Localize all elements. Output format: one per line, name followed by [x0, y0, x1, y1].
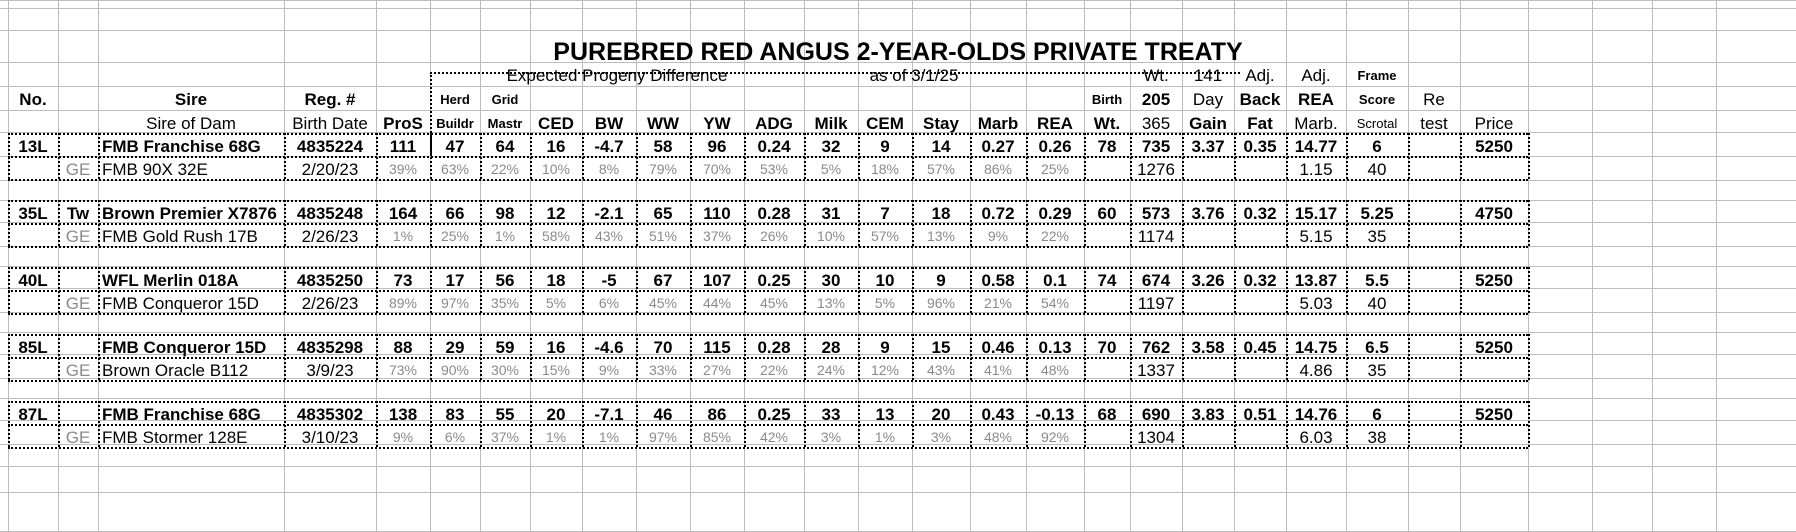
grid-col-line: [58, 0, 59, 531]
col-header-stay: Stay: [923, 114, 959, 133]
col-header-adj-rea: Adj.: [1301, 66, 1331, 85]
percentile-grid: 37%: [490, 429, 520, 445]
col-header-rea: REA: [1037, 114, 1073, 133]
col-header-birth: Birth: [1091, 92, 1123, 107]
grid-col-line: [1460, 0, 1461, 531]
weight-365: 1304: [1137, 428, 1175, 447]
percentile-marb: 41%: [983, 362, 1013, 378]
percentile-marb: 48%: [983, 429, 1013, 445]
percentile-milk: 10%: [816, 228, 846, 244]
percentile-stay: 96%: [926, 295, 956, 311]
sire-name: FMB Franchise 68G: [102, 405, 261, 424]
sire-name: Brown Premier X7876: [102, 204, 277, 223]
sire-name: WFL Merlin 018A: [102, 271, 239, 290]
animal-no: 85L: [18, 338, 48, 357]
epd-cem: 10: [875, 271, 895, 290]
epd-rea: 0.29: [1038, 204, 1072, 223]
epd-rea: 0.26: [1038, 137, 1072, 156]
epd-adg: 0.25: [757, 405, 791, 424]
birth-weight: 70: [1097, 338, 1117, 357]
percentile-pros: 9%: [392, 429, 414, 445]
reg-number: 4835224: [296, 137, 364, 156]
epd-milk: 31: [821, 204, 841, 223]
grid-col-line: [98, 0, 99, 531]
epd-ced: 20: [546, 405, 566, 424]
col-header-wt: Wt.: [1143, 66, 1169, 85]
col-header-pros: ProS: [383, 114, 423, 133]
percentile-rea: 54%: [1040, 295, 1070, 311]
percentile-milk: 24%: [816, 362, 846, 378]
epd-milk: 28: [821, 338, 841, 357]
percentile-pros: 1%: [392, 228, 414, 244]
epd-rea: -0.13: [1035, 405, 1075, 424]
epd-ww: 58: [653, 137, 673, 156]
epd-pros: 164: [388, 204, 418, 223]
percentile-ww: 51%: [648, 228, 678, 244]
grid-col-line: [1652, 0, 1653, 531]
dotted-col-border: [1528, 200, 1530, 246]
col-header-ced: CED: [538, 114, 574, 133]
sire-of-dam: FMB Gold Rush 17B: [102, 227, 258, 246]
col-header-reg: Reg. #: [304, 90, 356, 109]
col-header-yw: YW: [703, 114, 731, 133]
percentile-adg: 22%: [759, 362, 789, 378]
col-header-buildr: Buildr: [436, 116, 474, 131]
percentile-pros: 39%: [388, 161, 418, 177]
col-header-bw: BW: [594, 114, 624, 133]
price: 5250: [1475, 271, 1513, 290]
scrotal: 35: [1367, 361, 1387, 380]
epd-ww: 67: [653, 271, 673, 290]
scrotal: 35: [1367, 227, 1387, 246]
epd-cem: 9: [880, 338, 890, 357]
birth-date: 3/9/23: [306, 361, 354, 380]
ge-flag: GE: [65, 294, 91, 313]
percentile-cem: 18%: [870, 161, 900, 177]
asof-date-label: as of 3/1/25: [869, 66, 959, 85]
col-header-cem: CEM: [866, 114, 904, 133]
marbling: 1.15: [1299, 160, 1333, 179]
birth-weight: 60: [1097, 204, 1117, 223]
frame-score: 5.25: [1360, 204, 1394, 223]
grid-row-line: [0, 8, 1796, 9]
epd-pros: 111: [389, 137, 417, 156]
grid-col-line: [284, 0, 285, 531]
col-header-grid: Grid: [491, 92, 519, 107]
birth-date: 2/20/23: [301, 160, 359, 179]
col-header-gain: Gain: [1189, 114, 1227, 133]
price: 4750: [1475, 204, 1513, 223]
grid-col-line: [1716, 0, 1717, 531]
epd-milk: 33: [821, 405, 841, 424]
animal-no: 35L: [18, 204, 48, 223]
epd-ced: 18: [546, 271, 566, 290]
grid-row-line: [0, 332, 1796, 333]
percentile-grid: 22%: [490, 161, 520, 177]
epd-ww: 70: [653, 338, 673, 357]
weight-205: 762: [1141, 338, 1171, 357]
grid-col-line: [8, 0, 9, 531]
price: 5250: [1475, 405, 1513, 424]
reg-number: 4835302: [296, 405, 364, 424]
epd-herd: 29: [445, 338, 465, 357]
col-header-mastr: Mastr: [487, 116, 523, 131]
scrotal: 40: [1367, 160, 1387, 179]
percentile-yw: 27%: [702, 362, 732, 378]
animal-no: 13L: [18, 137, 48, 156]
animal-no: 40L: [18, 271, 48, 290]
day-gain: 3.26: [1191, 271, 1225, 290]
epd-yw: 115: [703, 338, 731, 357]
col-header-sire: Sire: [174, 90, 208, 109]
col-header-score: Score: [1358, 92, 1396, 107]
back-fat: 0.32: [1243, 204, 1277, 223]
marbling: 5.03: [1299, 294, 1333, 313]
epd-rea: 0.13: [1038, 338, 1072, 357]
marbling: 5.15: [1299, 227, 1333, 246]
epd-marb: 0.46: [981, 338, 1015, 357]
percentile-herd: 25%: [440, 228, 470, 244]
adj-rea: 14.75: [1294, 338, 1338, 357]
percentile-grid: 30%: [490, 362, 520, 378]
sire-of-dam: Brown Oracle B112: [102, 361, 249, 380]
grid-col-line: [1408, 0, 1409, 531]
weight-205: 573: [1141, 204, 1171, 223]
percentile-stay: 3%: [930, 429, 952, 445]
epd-adg: 0.28: [757, 204, 791, 223]
day-gain: 3.58: [1191, 338, 1225, 357]
back-fat: 0.45: [1243, 338, 1277, 357]
ge-flag: GE: [65, 160, 91, 179]
epd-stay: 18: [931, 204, 951, 223]
epd-cem: 7: [880, 204, 890, 223]
reg-number: 4835250: [296, 271, 364, 290]
weight-205: 674: [1141, 271, 1171, 290]
epd-grid: 59: [495, 338, 515, 357]
percentile-ww: 33%: [648, 362, 678, 378]
frame-score: 6.5: [1365, 338, 1389, 357]
percentile-rea: 22%: [1040, 228, 1070, 244]
adj-rea: 13.87: [1294, 271, 1338, 290]
percentile-bw: 6%: [598, 295, 620, 311]
adj-rea: 14.77: [1294, 137, 1338, 156]
epd-stay: 9: [936, 271, 946, 290]
percentile-ced: 15%: [541, 362, 571, 378]
percentile-rea: 48%: [1040, 362, 1070, 378]
percentile-yw: 70%: [702, 161, 732, 177]
epd-rea: 0.1: [1043, 271, 1067, 290]
percentile-cem: 5%: [874, 295, 896, 311]
epd-pros: 73: [393, 271, 413, 290]
percentile-rea: 92%: [1040, 429, 1070, 445]
epd-cem: 9: [880, 137, 890, 156]
adj-rea: 15.17: [1294, 204, 1338, 223]
percentile-adg: 42%: [759, 429, 789, 445]
col-header-adg: ADG: [755, 114, 793, 133]
epd-bw: -5: [601, 271, 617, 290]
col-header-marb-dot: Marb.: [1294, 114, 1338, 133]
col-header-frame: Frame: [1357, 68, 1397, 83]
epd-ww: 65: [653, 204, 673, 223]
percentile-rea: 25%: [1040, 161, 1070, 177]
percentile-stay: 43%: [926, 362, 956, 378]
dotted-col-border: [1528, 334, 1530, 380]
epd-grid: 64: [495, 137, 515, 156]
epd-cem: 13: [875, 405, 895, 424]
marbling: 4.86: [1299, 361, 1333, 380]
percentile-cem: 12%: [870, 362, 900, 378]
epd-bw: -7.1: [594, 405, 624, 424]
percentile-ced: 58%: [541, 228, 571, 244]
percentile-adg: 53%: [759, 161, 789, 177]
percentile-herd: 6%: [444, 429, 466, 445]
scrotal: 38: [1367, 428, 1387, 447]
animal-no: 87L: [18, 405, 48, 424]
epd-yw: 86: [707, 405, 727, 424]
frame-score: 6: [1372, 405, 1382, 424]
epd-ww: 46: [653, 405, 673, 424]
epd-herd: 66: [445, 204, 465, 223]
back-fat: 0.32: [1243, 271, 1277, 290]
grid-row-line: [0, 30, 1796, 31]
col-header-205: 205: [1141, 90, 1171, 109]
epd-marb: 0.72: [981, 204, 1015, 223]
price: 5250: [1475, 137, 1513, 156]
col-header-birth-wt: Wt.: [1093, 114, 1121, 133]
epd-marb: 0.43: [981, 405, 1015, 424]
epd-marb: 0.27: [981, 137, 1015, 156]
sire-name: FMB Conqueror 15D: [102, 338, 267, 357]
dotted-col-border: [1408, 334, 1410, 380]
birth-weight: 74: [1097, 271, 1117, 290]
frame-score: 6: [1372, 137, 1382, 156]
dotted-col-border: [1408, 401, 1410, 447]
col-header-day: Day: [1192, 90, 1224, 109]
epd-stay: 15: [931, 338, 951, 357]
col-header-marb: Marb: [977, 114, 1019, 133]
ge-flag: GE: [65, 227, 91, 246]
frame-score: 5.5: [1365, 271, 1389, 290]
col-header-adj-fat: Adj.: [1245, 66, 1275, 85]
dotted-col-border: [1408, 200, 1410, 246]
price: 5250: [1475, 338, 1513, 357]
epd-adg: 0.24: [757, 137, 791, 156]
percentile-herd: 90%: [440, 362, 470, 378]
percentile-herd: 97%: [440, 295, 470, 311]
sire-of-dam: FMB Conqueror 15D: [102, 294, 259, 313]
scrotal: 40: [1367, 294, 1387, 313]
epd-stay: 14: [931, 137, 951, 156]
epd-pros: 138: [388, 405, 418, 424]
percentile-stay: 13%: [926, 228, 956, 244]
weight-365: 1197: [1137, 294, 1175, 313]
reg-number: 4835248: [296, 204, 364, 223]
percentile-ced: 1%: [545, 429, 567, 445]
sheet-title: PUREBRED RED ANGUS 2-YEAR-OLDS PRIVATE TREATY: [553, 38, 1243, 66]
col-header-birth-date: Birth Date: [292, 114, 368, 133]
col-header-herd: Herd: [440, 92, 470, 107]
percentile-bw: 8%: [598, 161, 620, 177]
dotted-col-border: [1528, 267, 1530, 313]
epd-milk: 30: [821, 271, 841, 290]
ge-flag: GE: [65, 361, 91, 380]
col-header-test: test: [1420, 114, 1448, 133]
epd-adg: 0.25: [757, 271, 791, 290]
percentile-ww: 79%: [648, 161, 678, 177]
col-header-141: 141: [1193, 66, 1223, 85]
percentile-grid: 1%: [494, 228, 516, 244]
day-gain: 3.83: [1191, 405, 1225, 424]
epd-herd: 17: [445, 271, 465, 290]
percentile-cem: 57%: [870, 228, 900, 244]
percentile-stay: 57%: [926, 161, 956, 177]
epd-bw: -4.7: [594, 137, 624, 156]
weight-365: 1337: [1137, 361, 1175, 380]
percentile-marb: 9%: [987, 228, 1009, 244]
epd-yw: 96: [707, 137, 727, 156]
col-header-sire-of-dam: Sire of Dam: [146, 114, 236, 133]
epd-bw: -2.1: [594, 204, 624, 223]
grid-col-line: [970, 0, 971, 531]
percentile-ced: 5%: [545, 295, 567, 311]
birth-date: 2/26/23: [301, 294, 359, 313]
percentile-pros: 89%: [388, 295, 418, 311]
percentile-bw: 9%: [598, 362, 620, 378]
twin-flag: Tw: [66, 204, 90, 223]
col-header-ww: WW: [646, 114, 680, 133]
epd-milk: 32: [821, 137, 841, 156]
grid-col-line: [1084, 0, 1085, 531]
epd-grid: 56: [495, 271, 515, 290]
percentile-yw: 37%: [702, 228, 732, 244]
sire-of-dam: FMB Stormer 128E: [102, 428, 248, 447]
col-header-back: Back: [1239, 90, 1281, 109]
percentile-marb: 21%: [983, 295, 1013, 311]
grid-row-line: [0, 466, 1796, 467]
col-header-scrotal: Scrotal: [1356, 116, 1398, 131]
percentile-milk: 13%: [816, 295, 846, 311]
col-header-milk: Milk: [814, 114, 848, 133]
back-fat: 0.35: [1243, 137, 1277, 156]
percentile-ww: 45%: [648, 295, 678, 311]
epd-stay: 20: [931, 405, 951, 424]
grid-row-line: [0, 398, 1796, 399]
epd-yw: 110: [703, 204, 731, 223]
weight-365: 1276: [1137, 160, 1175, 179]
percentile-ww: 97%: [648, 429, 678, 445]
col-header-re: Re: [1423, 90, 1445, 109]
col-header-365: 365: [1141, 114, 1171, 133]
weight-205: 690: [1141, 405, 1171, 424]
dotted-col-border: [1528, 133, 1530, 179]
percentile-marb: 86%: [983, 161, 1013, 177]
percentile-grid: 35%: [490, 295, 520, 311]
epd-bw: -4.6: [594, 338, 624, 357]
grid-col-line: [1026, 0, 1027, 531]
adj-rea: 14.76: [1294, 405, 1338, 424]
ge-flag: GE: [65, 428, 91, 447]
col-header-no: No.: [19, 90, 47, 109]
sire-name: FMB Franchise 68G: [102, 137, 261, 156]
weight-365: 1174: [1137, 227, 1175, 246]
percentile-yw: 44%: [702, 295, 732, 311]
birth-weight: 78: [1097, 137, 1117, 156]
percentile-yw: 85%: [702, 429, 732, 445]
percentile-adg: 26%: [759, 228, 789, 244]
epd-marb: 0.58: [981, 271, 1015, 290]
percentile-milk: 3%: [820, 429, 842, 445]
epd-herd: 83: [445, 405, 465, 424]
epd-adg: 0.28: [757, 338, 791, 357]
grid-col-line: [1592, 0, 1593, 531]
epd-ced: 16: [546, 137, 566, 156]
epd-grid: 98: [495, 204, 515, 223]
percentile-adg: 45%: [759, 295, 789, 311]
epd-yw: 107: [702, 271, 732, 290]
percentile-pros: 73%: [388, 362, 418, 378]
epd-ced: 16: [546, 338, 566, 357]
birth-date: 3/10/23: [301, 428, 359, 447]
percentile-herd: 63%: [440, 161, 470, 177]
back-fat: 0.51: [1243, 405, 1277, 424]
dotted-col-border: [1408, 133, 1410, 179]
percentile-bw: 43%: [594, 228, 624, 244]
col-header-price: Price: [1474, 114, 1514, 133]
birth-date: 2/26/23: [301, 227, 359, 246]
percentile-bw: 1%: [598, 429, 620, 445]
epd-pros: 88: [393, 338, 413, 357]
grid-row-line: [0, 0, 1796, 1]
day-gain: 3.37: [1191, 137, 1225, 156]
col-header-fat: Fat: [1247, 114, 1273, 133]
percentile-cem: 1%: [874, 429, 896, 445]
percentile-milk: 5%: [820, 161, 842, 177]
birth-weight: 68: [1097, 405, 1117, 424]
epd-header-label: Expected Progeny Difference: [506, 66, 728, 85]
weight-205: 735: [1141, 137, 1171, 156]
grid-col-line: [1528, 0, 1529, 531]
dotted-col-border: [1408, 267, 1410, 313]
epd-ced: 12: [546, 204, 566, 223]
dotted-col-border: [1528, 401, 1530, 447]
reg-number: 4835298: [296, 338, 364, 357]
col-header-rea-adj: REA: [1298, 90, 1334, 109]
sire-of-dam: FMB 90X 32E: [102, 160, 208, 179]
epd-herd: 47: [445, 137, 465, 156]
epd-grid: 55: [495, 405, 515, 424]
grid-row-line: [0, 492, 1796, 493]
day-gain: 3.76: [1191, 204, 1225, 223]
marbling: 6.03: [1299, 428, 1333, 447]
percentile-ced: 10%: [541, 161, 571, 177]
